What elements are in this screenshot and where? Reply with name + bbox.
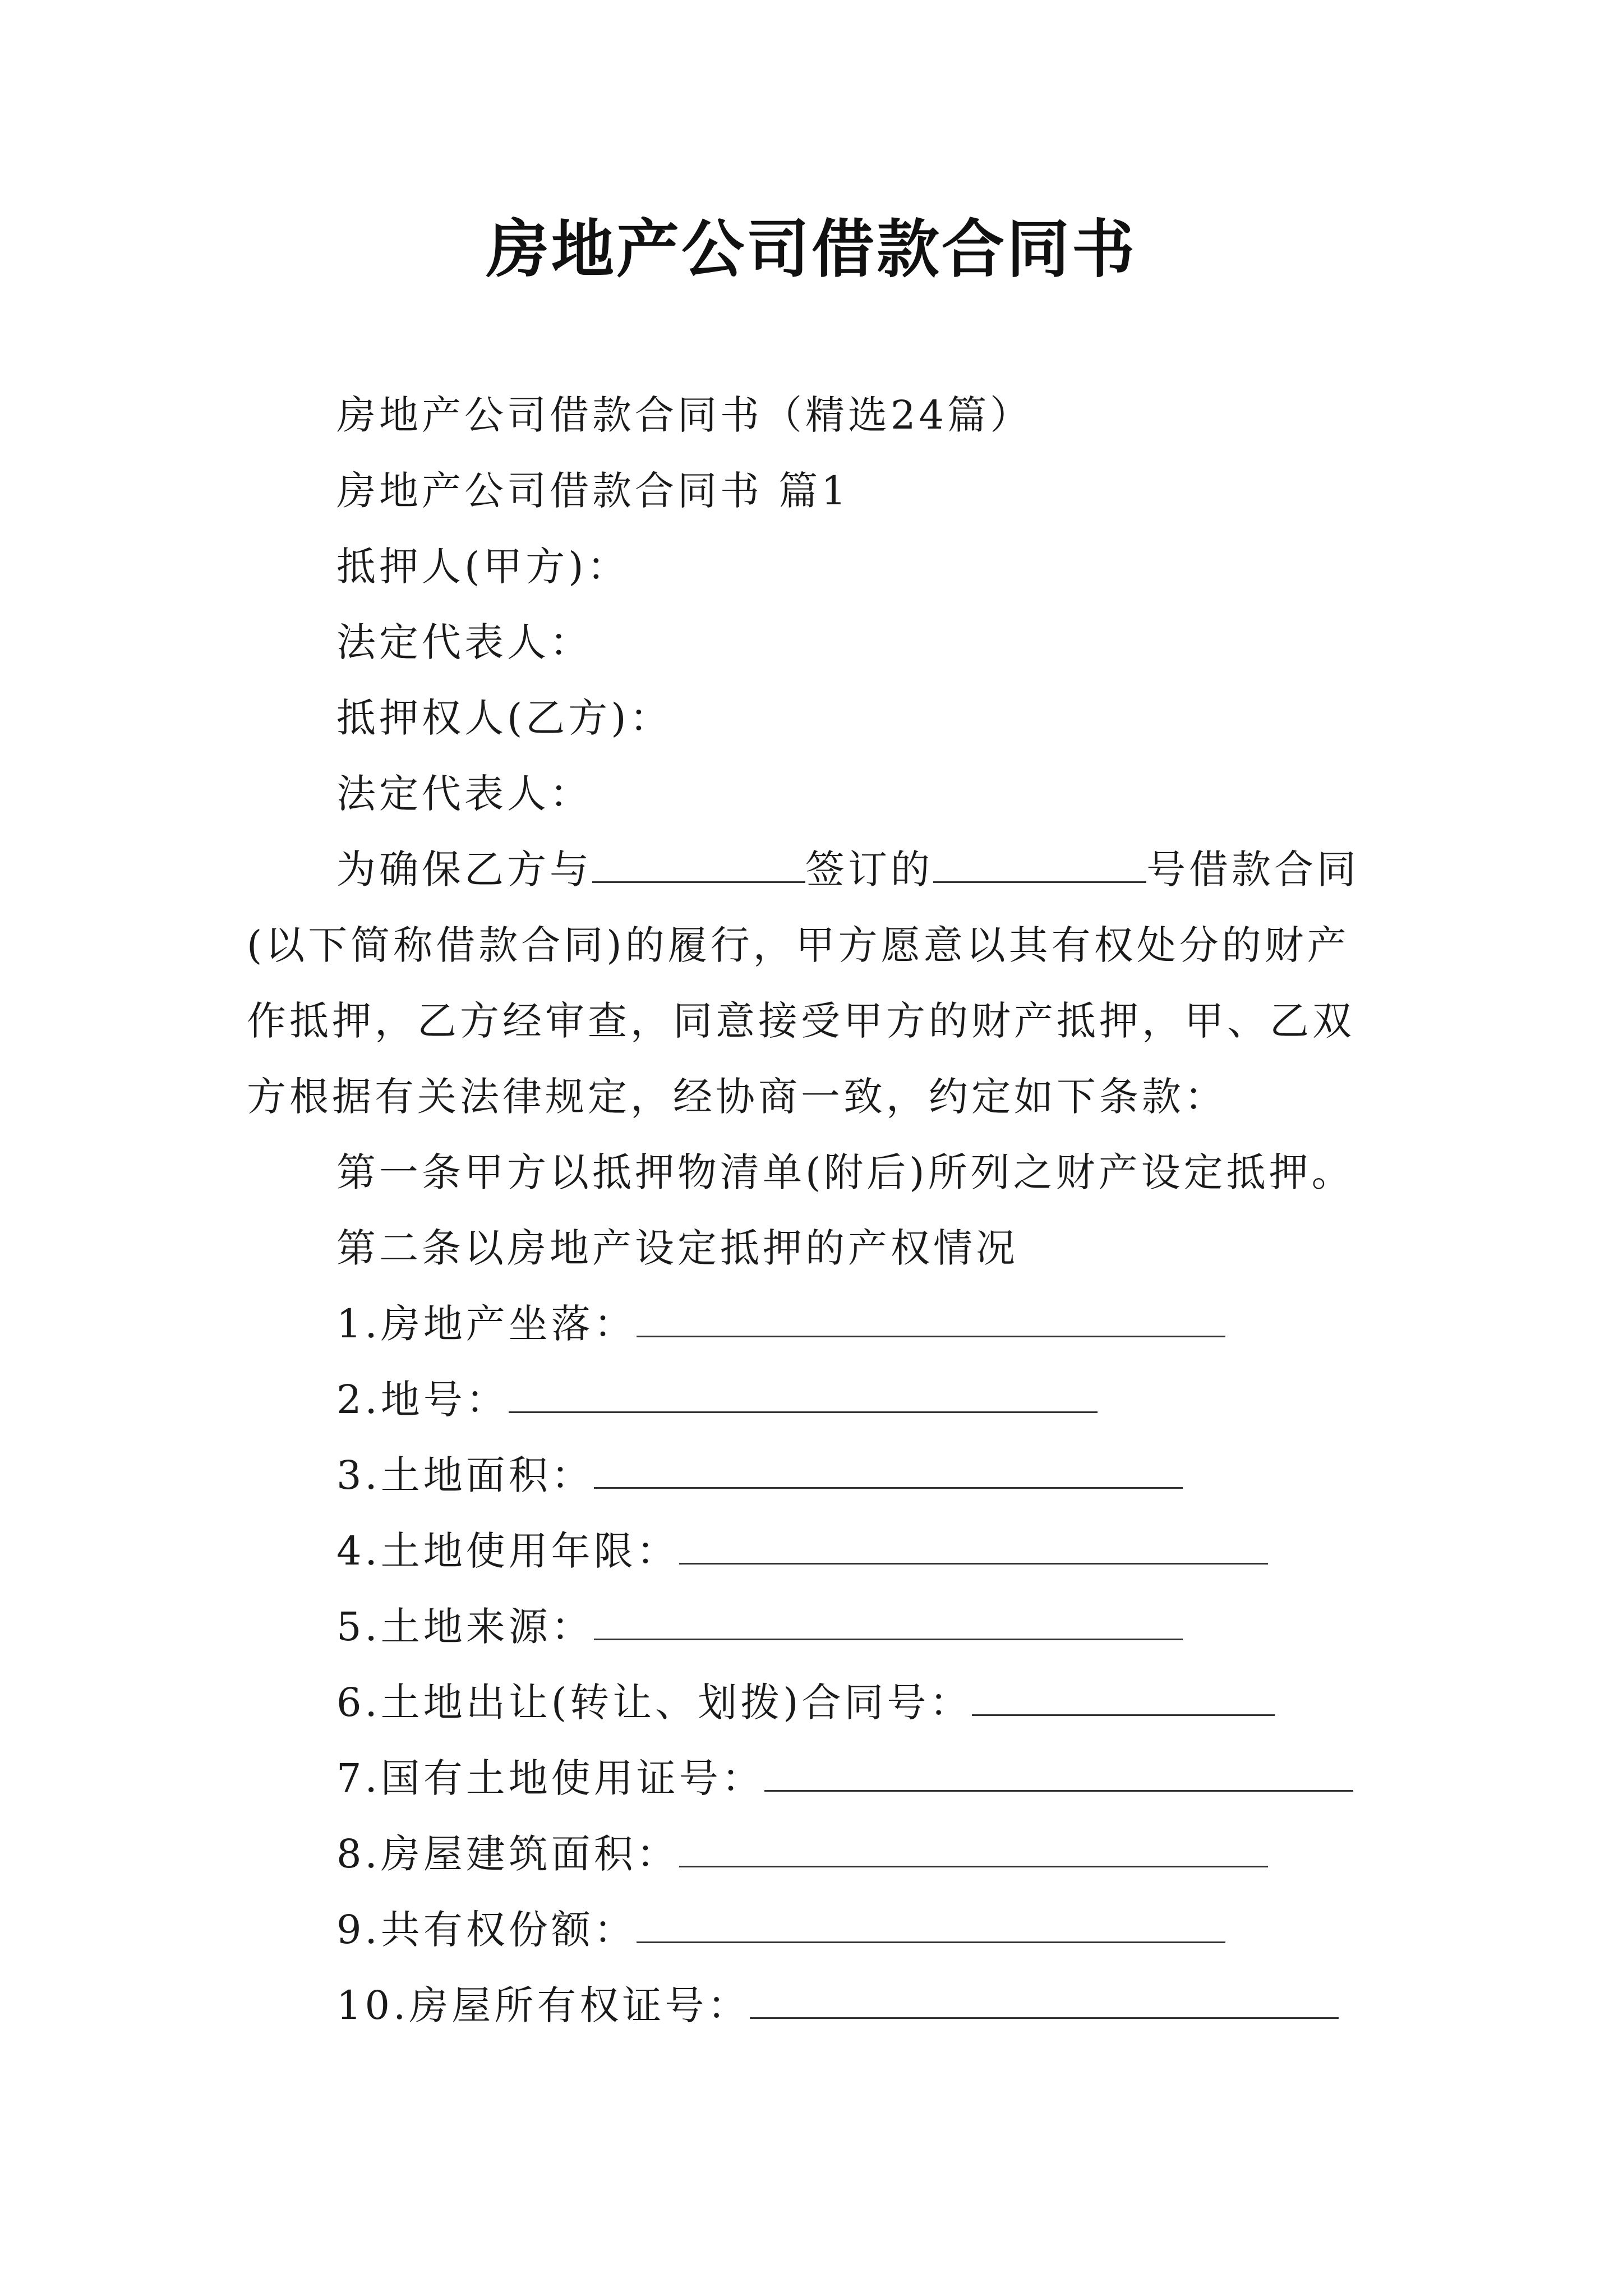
property-item: [336, 1599, 1183, 1655]
property-item: [336, 1674, 1275, 1731]
property-item: [336, 1296, 1225, 1352]
property-item: [336, 1902, 1225, 1958]
blank-field[interactable]: [594, 1452, 1183, 1489]
blank-field[interactable]: [592, 846, 805, 883]
property-item: [336, 1826, 1268, 1882]
mortgagor-label: 抵押人(甲方)：: [336, 544, 630, 590]
property-item-label: 1.房地产坐落：: [336, 1301, 637, 1347]
property-item-label: 5.土地来源：: [336, 1604, 594, 1650]
blank-field[interactable]: [637, 1907, 1225, 1943]
preamble-line-2: (以下简称借款合同)的履行，甲方愿意以其有权处分的财产: [247, 922, 1350, 968]
mortgagee-rep-label: 法定代表人：: [336, 771, 592, 817]
section-heading: 房地产公司借款合同书 篇1: [336, 468, 850, 514]
property-item: [336, 1447, 1183, 1503]
blank-field[interactable]: [750, 1982, 1339, 2019]
blank-field[interactable]: [509, 1377, 1098, 1413]
blank-field[interactable]: [933, 846, 1146, 883]
property-item-label: 2.地号：: [336, 1377, 509, 1423]
blank-field[interactable]: [594, 1604, 1183, 1640]
subtitle: 房地产公司借款合同书（精选24篇）: [336, 392, 1033, 438]
property-item: [336, 1977, 1339, 2033]
property-item-label: 9.共有权份额：: [336, 1907, 637, 1953]
blank-field[interactable]: [637, 1301, 1225, 1337]
document-title: 房地产公司借款合同书: [486, 213, 1137, 286]
preamble-text-c: 号借款合同: [1146, 846, 1359, 892]
mortgagor-rep-label: 法定代表人：: [336, 619, 592, 665]
property-item: [336, 1372, 1098, 1428]
blank-field[interactable]: [764, 1755, 1353, 1792]
preamble-text-a: 为确保乙方与: [336, 846, 592, 892]
property-item-label: 6.土地出让(转让、划拨)合同号：: [336, 1680, 972, 1726]
property-item-label: 8.房屋建筑面积：: [336, 1831, 679, 1877]
preamble-line-4: 方根据有关法律规定，经协商一致，约定如下条款：: [247, 1074, 1227, 1120]
property-item-label: 10.房屋所有权证号：: [336, 1982, 750, 2028]
property-item: [336, 1750, 1353, 1806]
mortgagee-label: 抵押权人(乙方)：: [336, 695, 672, 741]
blank-field[interactable]: [679, 1831, 1268, 1867]
property-item-label: 7.国有土地使用证号：: [336, 1755, 764, 1801]
article-2: 第二条以房地产设定抵押的产权情况: [336, 1225, 1018, 1271]
article-1: 第一条甲方以抵押物清单(附后)所列之财产设定抵押。: [336, 1149, 1354, 1195]
property-item-label: 3.土地面积：: [336, 1452, 594, 1498]
preamble-line-3: 作抵押，乙方经审查，同意接受甲方的财产抵押，甲、乙双: [247, 998, 1355, 1044]
property-item: [336, 1523, 1268, 1579]
blank-field[interactable]: [972, 1680, 1275, 1716]
property-item-label: 4.土地使用年限：: [336, 1528, 679, 1574]
preamble-text-b: 签订的: [805, 846, 933, 892]
blank-field[interactable]: [679, 1528, 1268, 1565]
preamble-line-1: [336, 841, 1359, 898]
